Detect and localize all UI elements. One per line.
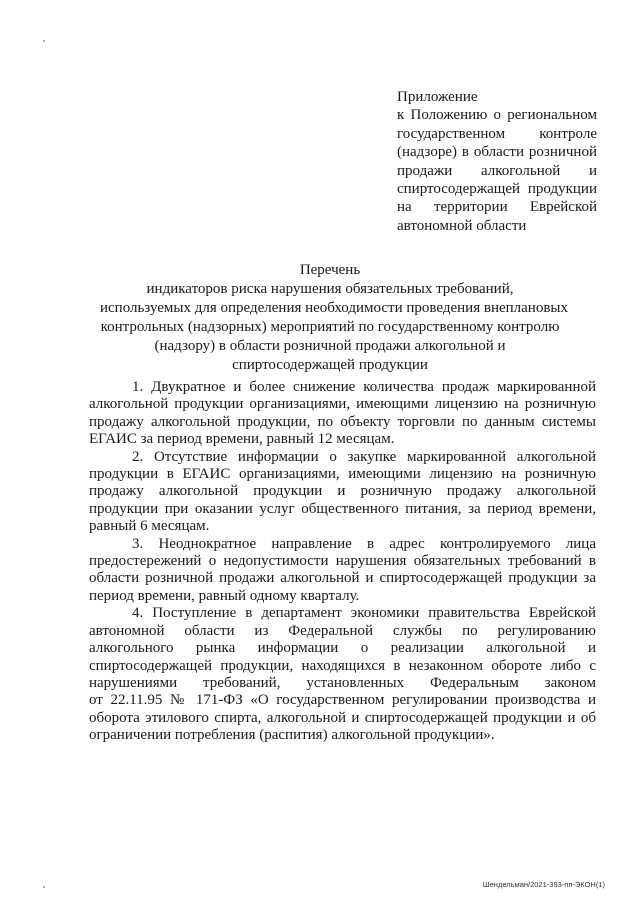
paragraph-line: от 22.11.95 № 171-ФЗ «О государственном регулировании производства и [89,692,596,709]
appendix-line: к Положению о региональном [397,107,597,124]
paragraph-line: 1. Двукратное и более снижение количества продаж маркированной [132,379,596,395]
paragraph-line: ЕГАИС за период времени, равный 12 месяцам. [89,431,395,448]
list-item-3 [89,536,596,606]
document-stamp: Шендельман/2021-393-пп-ЭКОН(1) [482,880,605,889]
paragraph-line: алкогольной продукции организациями, имеющими лицензию на розничную [89,396,596,413]
document-body [89,379,596,745]
appendix-line: автономной области [397,217,527,234]
paragraph-line: 2. Отсутствие информации о закупке маркированной алкогольной [132,448,596,465]
list-item-2 [89,449,596,536]
paragraph-line: период времени, равный одному кварталу. [89,587,360,604]
paragraph-line: автономной области из Федеральной службы по регулированию [89,622,596,639]
appendix-line: государственном контроле [397,125,597,142]
paragraph-line: ограничении потребления (распития) алкогольной продукции». [89,727,495,744]
appendix-line: (надзоре) в области розничной [397,144,597,161]
title-line: используемых для определения необходимости проведения внеплановых [100,300,568,316]
appendix-header [397,88,597,235]
paragraph-line: продажу алкогольной продукции, по объекту торговли по данным системы [89,413,596,430]
paragraph-line: 3. Неоднократное направление в адрес контролируемого лица [132,535,596,552]
document-title [100,261,568,375]
paragraph-line: 4. Поступление в департамент экономики правительства Еврейской [132,605,596,622]
list-item-1 [89,379,596,449]
appendix-line: Приложение [397,89,478,105]
paragraph-line: продукции при оказании услуг общественного питания, за период времени, [89,500,596,517]
paragraph-line: равный 6 месяцам. [89,518,210,535]
title-line: индикаторов риска нарушения обязательных требований, [146,281,514,297]
scan-speck [43,40,45,42]
paragraph-line: предостережений о недопустимости нарушения обязательных требований в [89,553,596,570]
title-line: спиртосодержащей продукции [232,357,428,373]
paragraph-line: оборота этилового спирта, алкогольной и спиртосодержащей продукции и об [89,709,596,726]
paragraph-line: нарушениями требований, установленных Федеральным законом [89,674,596,691]
list-item-4 [89,605,596,744]
appendix-line: на территории Еврейской [397,199,597,216]
paragraph-line: продажу алкогольной продукции и розничную продажу алкогольной [89,483,596,500]
paragraph-line: области розничной продажи алкогольной и спиртосодержащей продукции за [89,570,596,587]
title-heading: Перечень [299,262,361,278]
scan-speck [43,886,45,888]
appendix-line: спиртосодержащей продукции [397,181,597,198]
appendix-line: продажи алкогольной и [397,162,597,179]
title-line: контрольных (надзорных) мероприятий по государственному контролю [100,319,560,335]
paragraph-line: алкогольного рынка информации о реализации алкогольной и [89,640,596,657]
paragraph-line: продукции в ЕГАИС организациями, имеющими лицензию на розничную [89,466,596,483]
paragraph-line: спиртосодержащей продукции, находящихся в незаконном обороте либо с [89,657,596,674]
title-line: (надзору) в области розничной продажи алкогольной и [154,338,506,354]
